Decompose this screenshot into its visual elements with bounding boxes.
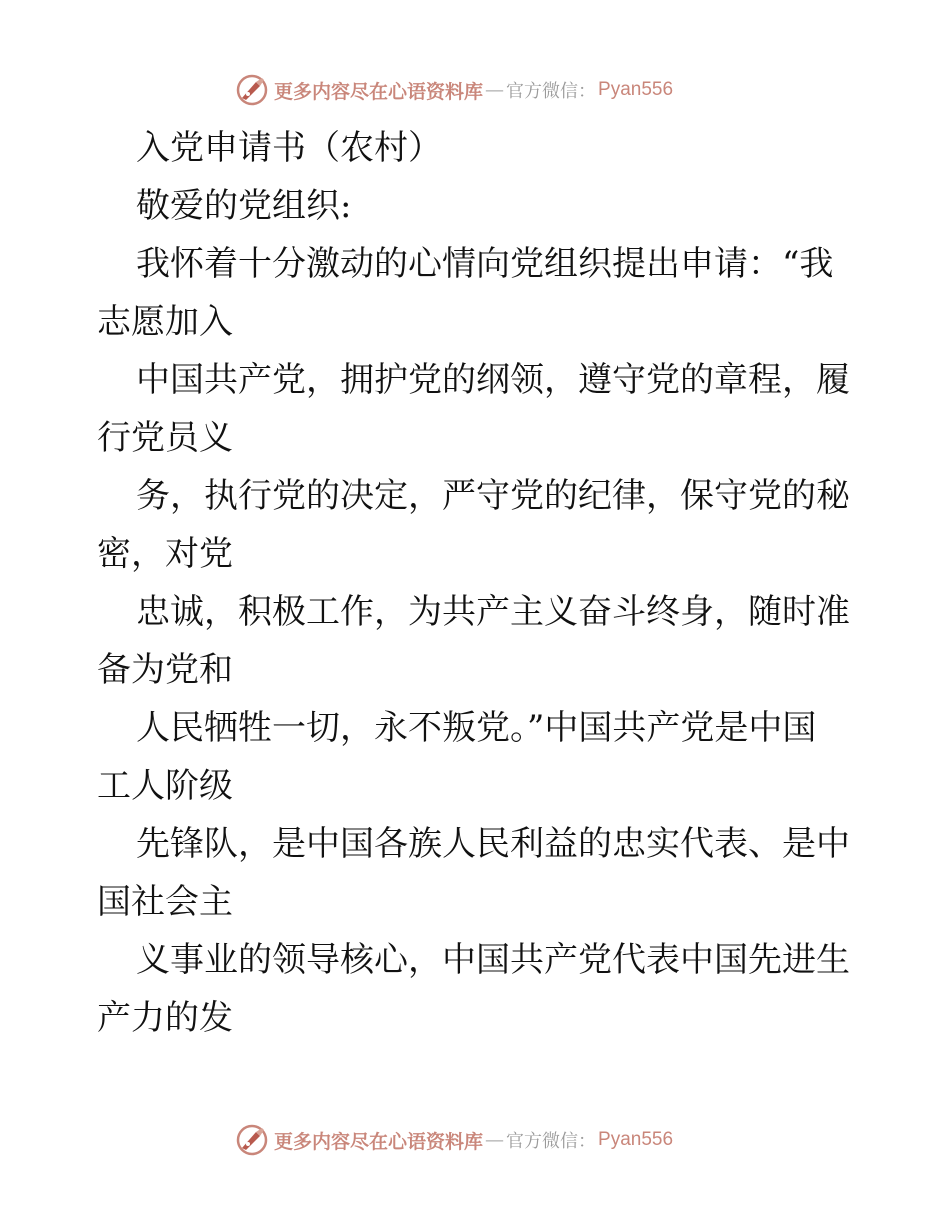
watermark-dash: — [485,79,505,101]
watermark-main-text: 更多内容尽在心语资料库 [274,80,484,103]
salutation: 敬爱的党组织: [136,186,352,226]
paragraph-line: 务，执行党的决定，严守党的纪律，保守党的秘 [136,476,850,516]
paragraph-line: 备为党和 [97,650,233,690]
paragraph-line: 密，对党 [97,534,233,574]
paragraph-line: 行党员义 [97,418,233,458]
paragraph-line: 中国共产党，拥护党的纲领，遵守党的章程，履 [136,360,850,400]
watermark-sub-text: 官方微信： [506,1131,597,1152]
paragraph-line: 先锋队，是中国各族人民利益的忠实代表、是中 [136,824,850,864]
paragraph-line: 义事业的领导核心，中国共产党代表中国先进生 [136,940,850,980]
paragraph-line: 产力的发 [97,998,233,1038]
header-watermark [234,70,673,110]
watermark-sub-text: 官方微信： [506,81,597,102]
paragraph-line: 工人阶级 [97,766,233,806]
paragraph-line: 人民牺牲一切，永不叛党。”中国共产党是中国 [136,708,817,748]
watermark-id: Pyan556 [598,79,674,100]
watermark-id: Pyan556 [598,1129,674,1150]
footer-watermark [234,1120,673,1160]
paragraph-line: 志愿加入 [97,302,233,342]
paragraph-line: 我怀着十分激动的心情向党组织提出申请：“我 [136,244,834,284]
paragraph-line: 国社会主 [97,882,233,922]
watermark-dash: — [485,1129,505,1151]
paragraph-line: 忠诚，积极工作，为共产主义奋斗终身，随时准 [136,592,850,632]
pen-nib-logo-icon [234,72,270,108]
watermark-main-text: 更多内容尽在心语资料库 [274,1130,484,1153]
pen-nib-logo-icon [234,1122,270,1158]
document-title: 入党申请书（农村） [136,128,442,168]
